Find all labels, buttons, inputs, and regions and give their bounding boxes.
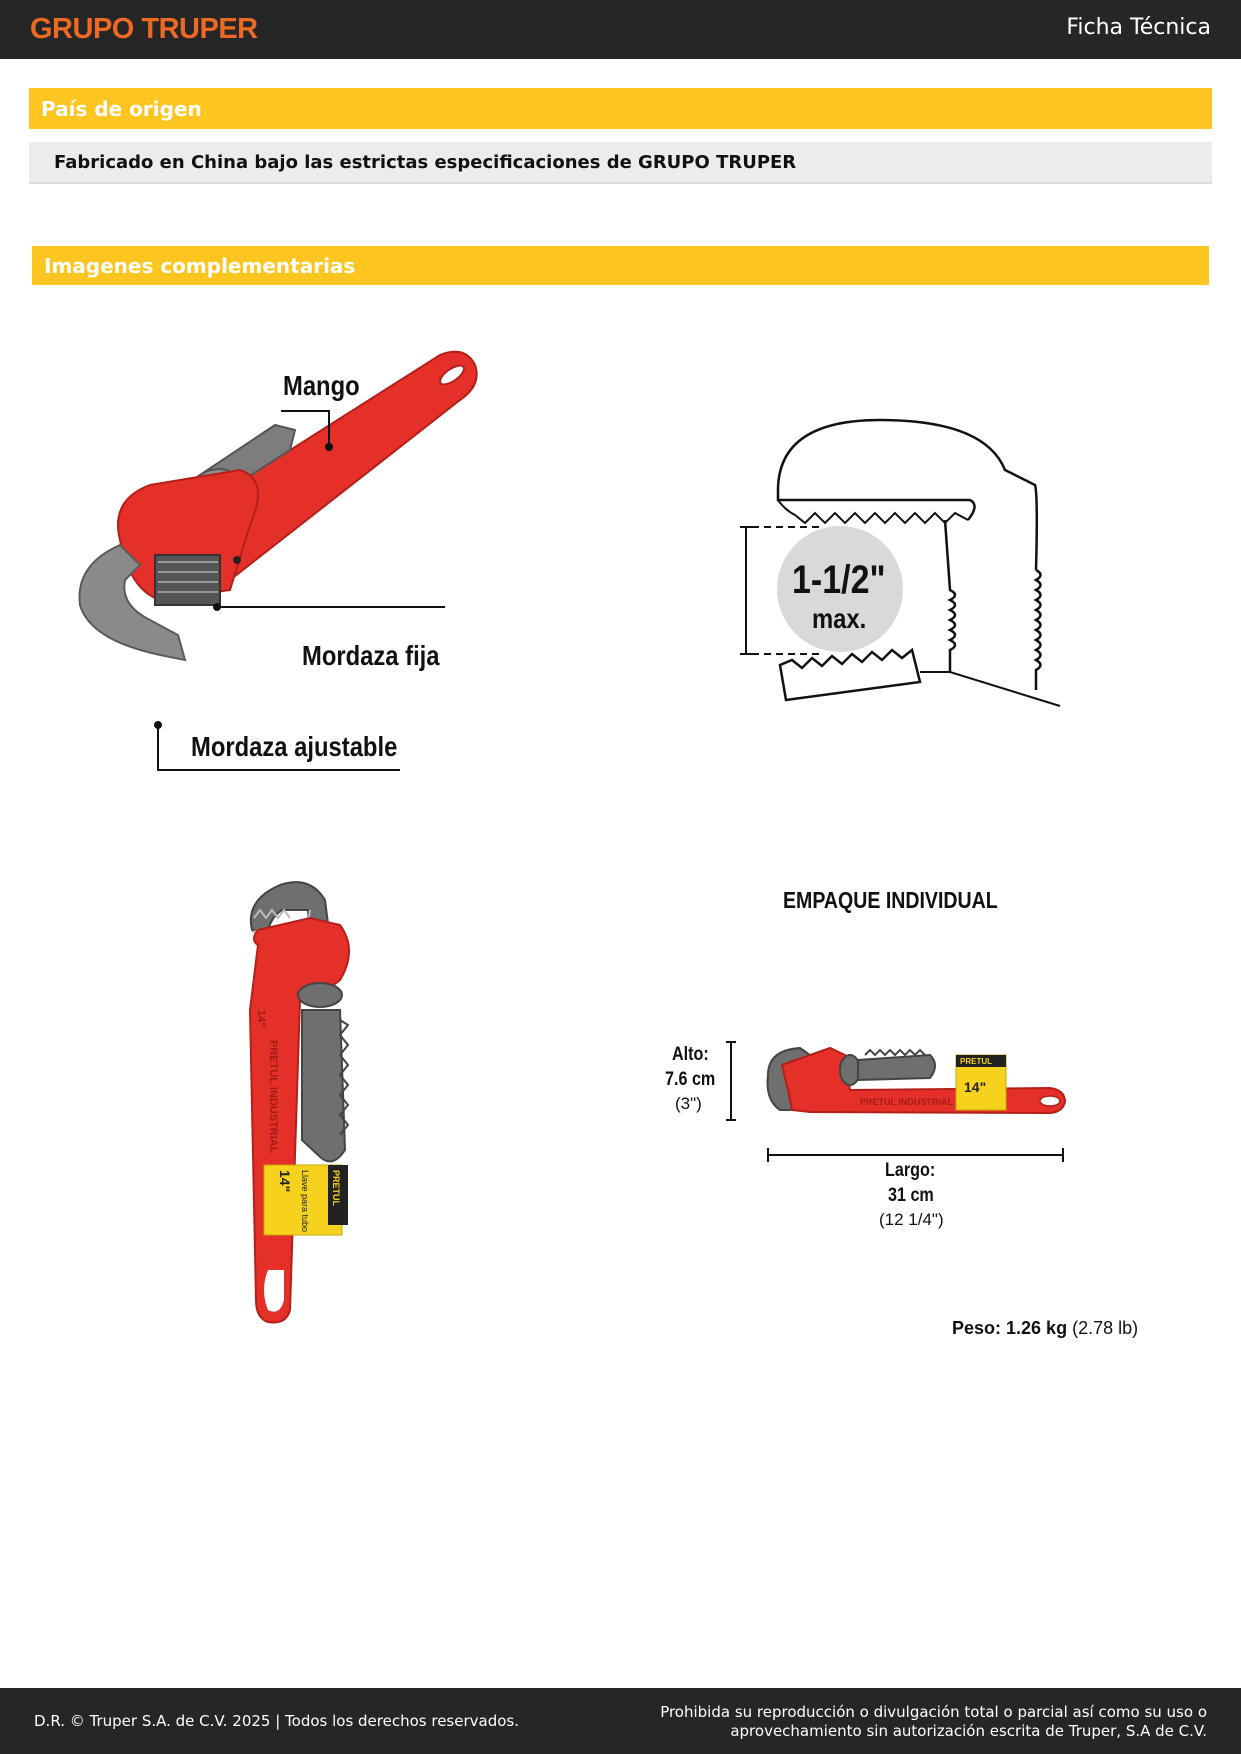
package-title: EMPAQUE INDIVIDUAL: [783, 887, 998, 913]
height-label: Alto:: [672, 1044, 709, 1065]
capacity-value: 1-1/2": [792, 558, 886, 602]
page-footer: [0, 1688, 1241, 1754]
grupo-truper-logo: GRUPO TRUPER: [30, 13, 258, 45]
front-tag-size: 14": [277, 1170, 293, 1193]
front-tag-text: Llave para tubo: [300, 1170, 310, 1233]
origin-text: Fabricado en China bajo las estrictas especificaciones de GRUPO TRUPER: [29, 142, 1212, 184]
capacity-suffix: max.: [812, 603, 867, 634]
length-label: Largo:: [885, 1160, 936, 1181]
capacity-diagram: [740, 410, 1070, 720]
page-header: [0, 0, 1241, 59]
package-wrench-text: PRETUL INDUSTRIAL: [860, 1097, 953, 1107]
images-heading: Imagenes complementarias: [32, 246, 1209, 285]
origin-heading: País de origen: [29, 88, 1212, 129]
weight-line: [952, 1318, 1138, 1339]
length-inches: (12 1/4"): [879, 1210, 944, 1229]
footer-notice: [647, 1703, 1207, 1741]
package-wrench-figure: [720, 1030, 1080, 1170]
header-title: Ficha Técnica: [1066, 15, 1211, 40]
wrench-parts-figure: [70, 350, 530, 780]
package-tag-brand: PRETUL: [960, 1057, 992, 1066]
label-fixed-jaw: Mordaza fija: [302, 640, 440, 671]
height-inches: (3"): [675, 1094, 702, 1113]
fixed-jaw-shape: [155, 555, 220, 605]
footer-notice-line1: Prohibida su reproducción o divulgación total o parcial así como su uso o: [660, 1703, 1207, 1721]
wrench-front-figure: [240, 870, 380, 1330]
label-handle: Mango: [283, 370, 360, 401]
footer-notice-line2: aprovechamiento sin autorización escrita de Truper, S.A de C.V.: [730, 1722, 1207, 1740]
height-value: 7.6 cm: [665, 1069, 716, 1090]
footer-copyright: D.R. © Truper S.A. de C.V. 2025 | Todos los derechos reservados.: [34, 1712, 519, 1730]
package-tag-size: 14": [964, 1079, 987, 1095]
weight-lb: (2.78 lb): [1072, 1318, 1139, 1338]
front-tag-brand: PRETUL: [331, 1170, 341, 1206]
front-brand-vertical: PRETUL INDUSTRIAL: [267, 1040, 279, 1154]
weight-label: Peso: 1.26 kg: [952, 1318, 1068, 1338]
label-adjustable-jaw: Mordaza ajustable: [191, 731, 398, 762]
length-value: 31 cm: [888, 1185, 934, 1206]
front-size-label: 14": [255, 1010, 267, 1028]
